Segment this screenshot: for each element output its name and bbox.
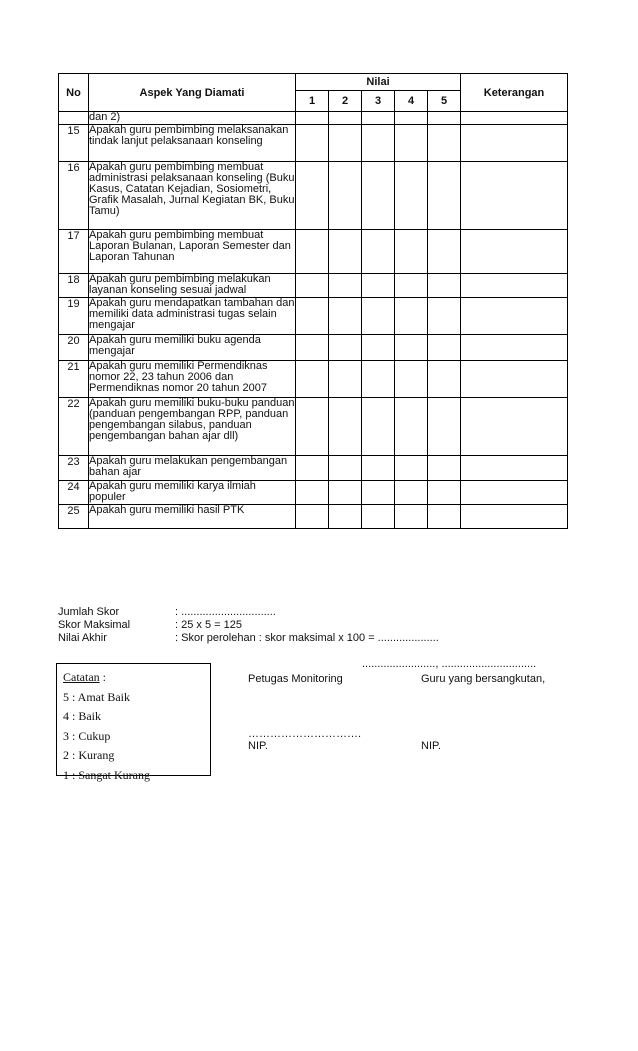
observation-table (58, 73, 568, 529)
table-row (59, 230, 568, 274)
score-cell-2[interactable] (329, 125, 362, 162)
row-aspect-text: Apakah guru memiliki karya ilmiah populer (89, 481, 296, 505)
keterangan-cell[interactable] (461, 361, 568, 398)
notes-colon: : (99, 670, 106, 684)
row-number: 25 (59, 505, 89, 529)
header-nilai: Nilai (296, 74, 461, 91)
row-aspect-text: Apakah guru pembimbing melaksanakan tindak lanjut pelaksanaan konseling (89, 125, 296, 162)
score-cell-4[interactable] (395, 125, 428, 162)
header-no: No (59, 74, 89, 112)
score-cell-4[interactable] (395, 456, 428, 481)
score-cell-3[interactable] (362, 274, 395, 298)
score-cell-1[interactable] (296, 274, 329, 298)
score-cell-3[interactable] (362, 398, 395, 456)
score-cell-2[interactable] (329, 481, 362, 505)
score-cell-3[interactable] (362, 335, 395, 361)
keterangan-cell[interactable] (461, 481, 568, 505)
score-cell-5[interactable] (428, 274, 461, 298)
score-cell-5[interactable] (428, 398, 461, 456)
row-aspect-text: Apakah guru pembimbing membuat Laporan Bulanan, Laporan Semester dan Laporan Tahunan (89, 230, 296, 274)
score-cell-5[interactable] (428, 456, 461, 481)
score-cell-2[interactable] (329, 456, 362, 481)
row-number: 23 (59, 456, 89, 481)
row-number: 18 (59, 274, 89, 298)
right-signer-nip: NIP. (421, 740, 441, 752)
row-aspect-text: Apakah guru melakukan pengembangan bahan ajar (89, 456, 296, 481)
skor-maksimal-value: : 25 x 5 = 125 (175, 619, 242, 631)
score-cell-1[interactable] (296, 298, 329, 335)
note-item: 4 : Baik (63, 709, 101, 723)
header-score-2: 2 (329, 91, 362, 112)
score-cell-4[interactable] (395, 505, 428, 529)
row-number: 19 (59, 298, 89, 335)
row-aspect-text: Apakah guru memiliki hasil PTK (89, 505, 296, 529)
header-score-1: 1 (296, 91, 329, 112)
table-row (59, 335, 568, 361)
score-cell-2[interactable] (329, 335, 362, 361)
keterangan-cell[interactable] (461, 505, 568, 529)
score-cell-3[interactable] (362, 505, 395, 529)
row-number: 24 (59, 481, 89, 505)
continued-text: dan 2) (89, 112, 296, 125)
score-cell-5[interactable] (428, 335, 461, 361)
score-cell-2[interactable] (329, 230, 362, 274)
score-cell-2[interactable] (329, 298, 362, 335)
table-row (59, 456, 568, 481)
score-cell-4[interactable] (395, 481, 428, 505)
row-number: 17 (59, 230, 89, 274)
score-cell-5[interactable] (428, 298, 461, 335)
score-cell-4[interactable] (395, 335, 428, 361)
note-item: 1 : Sangat Kurang (63, 767, 150, 782)
score-cell-1[interactable] (296, 398, 329, 456)
row-number: 20 (59, 335, 89, 361)
score-cell-1[interactable] (296, 335, 329, 361)
date-line: ........................, ............................... (362, 658, 537, 670)
row-number: 16 (59, 162, 89, 230)
row-number: 15 (59, 125, 89, 162)
right-signer-title: Guru yang bersangkutan, (421, 673, 546, 685)
keterangan-cell[interactable] (461, 162, 568, 230)
jumlah-skor-value: : ............................... (175, 606, 276, 618)
notes-box (56, 663, 211, 782)
row-aspect-text: Apakah guru memiliki buku agenda mengajar (89, 335, 296, 361)
row-aspect-text: Apakah guru pembimbing melakukan layanan konseling sesuai jadwal (89, 274, 296, 298)
score-cell-1[interactable] (296, 361, 329, 398)
score-cell-5[interactable] (428, 125, 461, 162)
score-cell-4[interactable] (395, 274, 428, 298)
score-cell-3[interactable] (362, 230, 395, 274)
table-row (59, 505, 568, 529)
score-cell-3[interactable] (362, 361, 395, 398)
table-row-continued (59, 112, 568, 125)
score-cell-4[interactable] (395, 230, 428, 274)
score-cell-2[interactable] (329, 398, 362, 456)
score-cell-1[interactable] (296, 456, 329, 481)
score-cell-3[interactable] (362, 298, 395, 335)
score-cell-1[interactable] (296, 162, 329, 230)
note-item: 3 : Cukup (63, 728, 111, 743)
score-cell-5[interactable] (428, 481, 461, 505)
score-cell-4[interactable] (395, 361, 428, 398)
nilai-akhir-value: : Skor perolehan : skor maksimal x 100 = .................... (175, 632, 439, 644)
keterangan-cell[interactable] (461, 456, 568, 481)
table-row (59, 398, 568, 456)
score-cell-2[interactable] (329, 361, 362, 398)
score-cell-5[interactable] (428, 162, 461, 230)
notes-title: Catatan (63, 670, 100, 684)
score-cell-4[interactable] (395, 162, 428, 230)
table-row (59, 298, 568, 335)
table-row (59, 361, 568, 398)
row-number: 21 (59, 361, 89, 398)
keterangan-cell[interactable] (461, 298, 568, 335)
score-summary (58, 606, 439, 645)
score-cell-5[interactable] (428, 361, 461, 398)
score-cell-3[interactable] (362, 125, 395, 162)
row-number: 22 (59, 398, 89, 456)
row-aspect-text: Apakah guru memiliki Permendiknas nomor 22, 23 tahun 2006 dan Permendiknas nomor 20 tahun 2007 (89, 361, 296, 398)
keterangan-cell[interactable] (461, 125, 568, 162)
score-cell-1[interactable] (296, 505, 329, 529)
header-keterangan: Keterangan (461, 74, 568, 112)
table-row (59, 125, 568, 162)
skor-maksimal-label: Skor Maksimal (58, 619, 131, 631)
score-cell-4[interactable] (395, 398, 428, 456)
score-cell-2[interactable] (329, 505, 362, 529)
score-cell-1[interactable] (296, 230, 329, 274)
score-cell-3[interactable] (362, 481, 395, 505)
score-cell-3[interactable] (362, 456, 395, 481)
keterangan-cell[interactable] (461, 230, 568, 274)
header-score-4: 4 (395, 91, 428, 112)
left-signer-title: Petugas Monitoring (248, 673, 343, 685)
keterangan-cell[interactable] (461, 335, 568, 361)
score-cell-4[interactable] (395, 298, 428, 335)
row-aspect-text: Apakah guru memiliki buku-buku panduan (panduan pengembangan RPP, panduan pengembangan silabus, panduan pengembangan bahan ajar dll) (89, 398, 296, 456)
score-cell-2[interactable] (329, 162, 362, 230)
keterangan-cell[interactable] (461, 274, 568, 298)
score-cell-1[interactable] (296, 481, 329, 505)
table-row (59, 274, 568, 298)
score-cell-5[interactable] (428, 230, 461, 274)
score-cell-1[interactable] (296, 125, 329, 162)
header-score-5: 5 (428, 91, 461, 112)
score-cell-2[interactable] (329, 274, 362, 298)
note-item: 2 : Kurang (63, 748, 115, 762)
header-aspect: Aspek Yang Diamati (89, 74, 296, 112)
note-item: 5 : Amat Baik (63, 689, 130, 704)
header-score-3: 3 (362, 91, 395, 112)
nilai-akhir-label: Nilai Akhir (58, 632, 107, 644)
table-row (59, 162, 568, 230)
keterangan-cell[interactable] (461, 398, 568, 456)
score-cell-5[interactable] (428, 505, 461, 529)
jumlah-skor-label: Jumlah Skor (58, 606, 120, 618)
table-row (59, 481, 568, 505)
row-aspect-text: Apakah guru mendapatkan tambahan dan memiliki data administrasi tugas selain mengajar (89, 298, 296, 335)
row-aspect-text: Apakah guru pembimbing membuat administrasi pelaksanaan konseling (Buku Kasus, Catatan Kejadian, Sosiometri, Grafik Masalah, Jurnal Kegiatan BK, Buku Tamu) (89, 162, 296, 230)
score-cell-3[interactable] (362, 162, 395, 230)
left-signer-name-line: …………………………. (248, 728, 362, 740)
left-signer-nip: NIP. (248, 740, 268, 752)
